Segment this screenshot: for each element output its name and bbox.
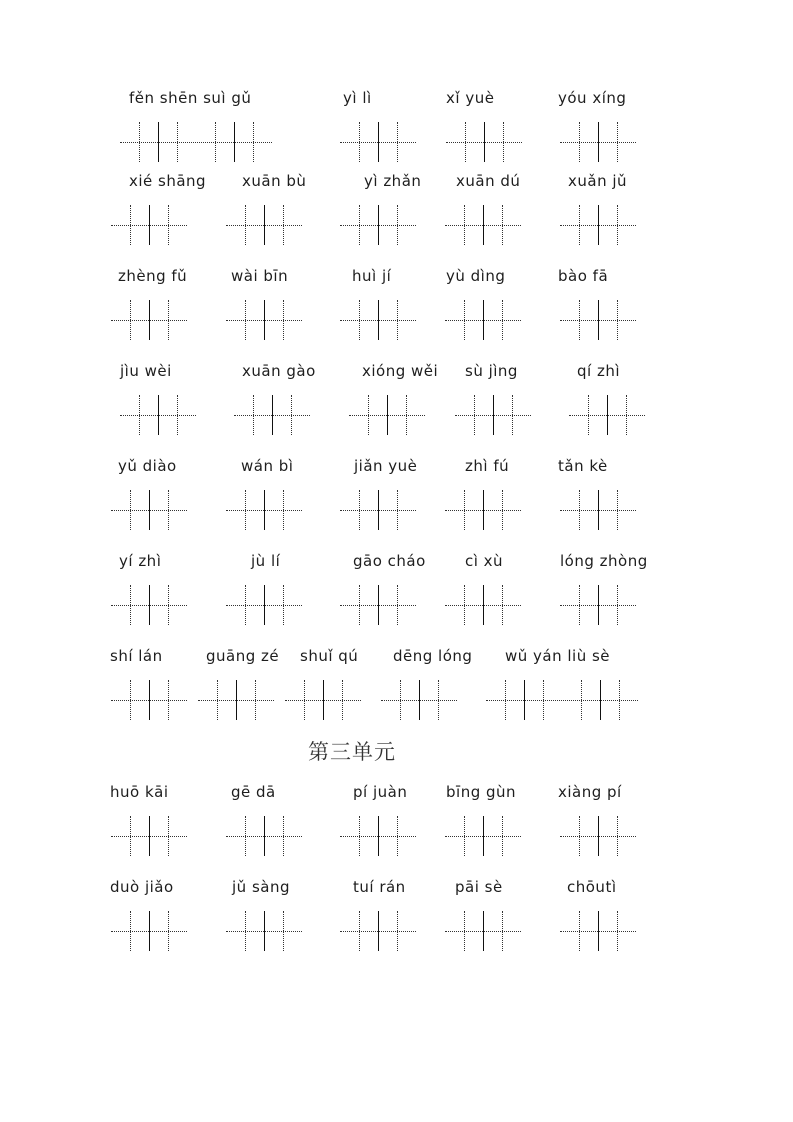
writing-grid[interactable] <box>445 585 521 627</box>
pinyin-label: qí zhì <box>577 362 621 380</box>
writing-grid[interactable] <box>569 395 645 437</box>
pinyin-label: xié shāng <box>129 172 207 190</box>
unit-heading: 第三单元 <box>308 740 396 764</box>
grid-guide-line <box>579 911 580 951</box>
grid-guide-line <box>397 490 398 530</box>
grid-guide-line <box>130 585 131 625</box>
grid-guide-line <box>253 122 254 162</box>
grid-guide-line <box>359 205 360 245</box>
grid-center-line <box>598 816 599 856</box>
writing-grid[interactable] <box>340 490 416 532</box>
pinyin-label: yóu xíng <box>558 89 627 107</box>
grid-guide-line <box>617 122 618 162</box>
grid-guide-line <box>291 395 292 435</box>
writing-grid[interactable] <box>340 816 416 858</box>
pinyin-label: zhì fú <box>465 457 510 475</box>
grid-center-line <box>598 585 599 625</box>
pinyin-label: sù jìng <box>465 362 518 380</box>
writing-grid[interactable] <box>111 585 187 627</box>
pinyin-label: bào fā <box>558 267 609 285</box>
grid-guide-line <box>581 680 582 720</box>
grid-guide-line <box>579 585 580 625</box>
grid-guide-line <box>617 490 618 530</box>
pinyin-label: jù lí <box>251 552 281 570</box>
grid-center-line <box>378 911 379 951</box>
grid-center-line <box>378 300 379 340</box>
grid-guide-line <box>130 205 131 245</box>
writing-grid[interactable] <box>560 585 636 627</box>
pinyin-label: guāng zé <box>206 647 280 665</box>
grid-center-line <box>607 395 608 435</box>
grid-guide-line <box>502 816 503 856</box>
writing-grid[interactable] <box>120 122 272 164</box>
grid-guide-line <box>168 490 169 530</box>
pinyin-label: tuí rán <box>353 878 406 896</box>
grid-guide-line <box>283 816 284 856</box>
grid-guide-line <box>245 300 246 340</box>
writing-grid[interactable] <box>340 300 416 342</box>
grid-guide-line <box>617 911 618 951</box>
grid-guide-line <box>245 205 246 245</box>
pinyin-label: pí juàn <box>353 783 408 801</box>
pinyin-row <box>0 877 793 967</box>
grid-center-line <box>234 122 235 162</box>
pinyin-label: yù dìng <box>446 267 506 285</box>
writing-grid[interactable] <box>234 395 310 437</box>
grid-center-line <box>378 205 379 245</box>
grid-guide-line <box>579 205 580 245</box>
grid-center-line <box>483 816 484 856</box>
grid-guide-line <box>579 122 580 162</box>
grid-center-line <box>483 585 484 625</box>
pinyin-label: shuǐ qú <box>300 647 359 665</box>
grid-guide-line <box>304 680 305 720</box>
writing-grid[interactable] <box>340 585 416 627</box>
pinyin-label: lóng zhòng <box>560 552 648 570</box>
pinyin-row <box>0 551 793 641</box>
pinyin-label: dēng lóng <box>393 647 473 665</box>
pinyin-label: gāo cháo <box>353 552 426 570</box>
grid-center-line <box>264 816 265 856</box>
pinyin-row <box>0 266 793 356</box>
grid-center-line <box>598 205 599 245</box>
writing-grid[interactable] <box>111 300 187 342</box>
pinyin-label: xuǎn jǔ <box>568 172 628 190</box>
grid-guide-line <box>177 122 178 162</box>
grid-guide-line <box>505 680 506 720</box>
pinyin-label: xuān bù <box>242 172 307 190</box>
grid-center-line <box>483 490 484 530</box>
grid-center-line <box>158 395 159 435</box>
grid-guide-line <box>464 585 465 625</box>
grid-guide-line <box>464 300 465 340</box>
grid-guide-line <box>397 911 398 951</box>
grid-center-line <box>483 300 484 340</box>
writing-grid[interactable] <box>111 911 187 953</box>
grid-guide-line <box>130 680 131 720</box>
pinyin-label: cì xù <box>465 552 504 570</box>
pinyin-label: xiàng pí <box>558 783 622 801</box>
grid-guide-line <box>168 816 169 856</box>
writing-grid[interactable] <box>226 911 302 953</box>
grid-center-line <box>483 205 484 245</box>
grid-guide-line <box>464 205 465 245</box>
grid-guide-line <box>438 680 439 720</box>
grid-guide-line <box>588 395 589 435</box>
grid-guide-line <box>245 490 246 530</box>
writing-grid[interactable] <box>445 911 521 953</box>
grid-center-line <box>598 300 599 340</box>
writing-grid[interactable] <box>226 300 302 342</box>
pinyin-label: yì zhǎn <box>364 172 422 190</box>
grid-guide-line <box>619 680 620 720</box>
grid-guide-line <box>168 585 169 625</box>
grid-guide-line <box>130 300 131 340</box>
grid-center-line <box>378 490 379 530</box>
grid-guide-line <box>359 300 360 340</box>
pinyin-label: xuān gào <box>242 362 316 380</box>
grid-guide-line <box>168 680 169 720</box>
pinyin-row <box>0 171 793 261</box>
pinyin-label: pāi sè <box>455 878 503 896</box>
pinyin-label: shí lán <box>110 647 163 665</box>
grid-center-line <box>149 911 150 951</box>
grid-guide-line <box>464 490 465 530</box>
grid-guide-line <box>617 585 618 625</box>
grid-guide-line <box>245 585 246 625</box>
grid-center-line <box>264 490 265 530</box>
grid-guide-line <box>406 395 407 435</box>
writing-grid[interactable] <box>560 816 636 858</box>
pinyin-label: wài bīn <box>231 267 289 285</box>
grid-guide-line <box>397 122 398 162</box>
grid-guide-line <box>512 395 513 435</box>
grid-center-line <box>598 911 599 951</box>
grid-guide-line <box>342 680 343 720</box>
writing-grid[interactable] <box>285 680 361 722</box>
grid-center-line <box>524 680 525 720</box>
grid-guide-line <box>579 300 580 340</box>
grid-center-line <box>272 395 273 435</box>
pinyin-label: xuān dú <box>456 172 521 190</box>
grid-guide-line <box>464 816 465 856</box>
grid-center-line <box>264 205 265 245</box>
pinyin-label: yǔ diào <box>118 457 177 475</box>
writing-grid[interactable] <box>226 205 302 247</box>
grid-guide-line <box>503 122 504 162</box>
writing-grid[interactable] <box>111 816 187 858</box>
grid-guide-line <box>400 680 401 720</box>
writing-grid[interactable] <box>120 395 196 437</box>
grid-guide-line <box>359 585 360 625</box>
grid-guide-line <box>139 395 140 435</box>
writing-grid[interactable] <box>486 680 638 722</box>
pinyin-label: huō kāi <box>110 783 169 801</box>
pinyin-label: huì jí <box>352 267 392 285</box>
pinyin-label: tǎn kè <box>558 457 608 475</box>
grid-guide-line <box>465 122 466 162</box>
grid-center-line <box>264 300 265 340</box>
grid-center-line <box>483 911 484 951</box>
grid-guide-line <box>397 816 398 856</box>
pinyin-label: jìu wèi <box>120 362 172 380</box>
writing-grid[interactable] <box>340 911 416 953</box>
grid-guide-line <box>502 585 503 625</box>
pinyin-row <box>0 88 793 178</box>
grid-guide-line <box>130 911 131 951</box>
writing-grid[interactable] <box>560 300 636 342</box>
writing-grid[interactable] <box>445 205 521 247</box>
grid-center-line <box>378 585 379 625</box>
grid-guide-line <box>283 490 284 530</box>
pinyin-label: yì lì <box>343 89 372 107</box>
grid-guide-line <box>245 911 246 951</box>
writing-grid[interactable] <box>340 122 416 164</box>
writing-grid[interactable] <box>455 395 531 437</box>
grid-guide-line <box>617 816 618 856</box>
grid-guide-line <box>486 700 638 701</box>
grid-guide-line <box>217 680 218 720</box>
grid-guide-line <box>283 911 284 951</box>
pinyin-label: xióng wěi <box>362 362 439 380</box>
grid-guide-line <box>177 395 178 435</box>
grid-center-line <box>264 585 265 625</box>
writing-grid[interactable] <box>560 490 636 532</box>
grid-center-line <box>236 680 237 720</box>
grid-center-line <box>378 816 379 856</box>
grid-guide-line <box>579 816 580 856</box>
writing-grid[interactable] <box>560 911 636 953</box>
grid-guide-line <box>397 300 398 340</box>
grid-guide-line <box>579 490 580 530</box>
grid-center-line <box>598 490 599 530</box>
grid-guide-line <box>397 585 398 625</box>
grid-center-line <box>598 122 599 162</box>
grid-guide-line <box>253 395 254 435</box>
grid-guide-line <box>359 911 360 951</box>
grid-center-line <box>493 395 494 435</box>
grid-guide-line <box>139 122 140 162</box>
pinyin-label: zhèng fǔ <box>118 267 188 285</box>
grid-guide-line <box>283 585 284 625</box>
writing-grid[interactable] <box>381 680 457 722</box>
writing-grid[interactable] <box>111 490 187 532</box>
grid-guide-line <box>617 300 618 340</box>
grid-guide-line <box>626 395 627 435</box>
pinyin-label: xǐ yuè <box>446 89 495 107</box>
grid-guide-line <box>168 300 169 340</box>
pinyin-label: bīng gùn <box>446 783 517 801</box>
pinyin-label: fěn shēn suì gǔ <box>129 89 252 107</box>
grid-center-line <box>149 680 150 720</box>
pinyin-label: chōutì <box>567 878 617 896</box>
grid-center-line <box>158 122 159 162</box>
grid-center-line <box>149 300 150 340</box>
grid-guide-line <box>474 395 475 435</box>
grid-guide-line <box>359 490 360 530</box>
pinyin-label: duò jiǎo <box>110 878 174 896</box>
grid-guide-line <box>359 816 360 856</box>
grid-center-line <box>378 122 379 162</box>
grid-guide-line <box>397 205 398 245</box>
grid-center-line <box>149 816 150 856</box>
grid-guide-line <box>359 122 360 162</box>
grid-center-line <box>149 205 150 245</box>
grid-center-line <box>264 911 265 951</box>
grid-guide-line <box>283 205 284 245</box>
grid-guide-line <box>502 490 503 530</box>
pinyin-label: jǔ sàng <box>232 878 290 896</box>
grid-guide-line <box>130 816 131 856</box>
writing-grid[interactable] <box>340 205 416 247</box>
grid-center-line <box>323 680 324 720</box>
writing-grid[interactable] <box>446 122 522 164</box>
grid-guide-line <box>502 911 503 951</box>
grid-guide-line <box>215 122 216 162</box>
pinyin-label: wán bì <box>241 457 294 475</box>
grid-guide-line <box>464 911 465 951</box>
writing-grid[interactable] <box>226 816 302 858</box>
grid-guide-line <box>255 680 256 720</box>
writing-grid[interactable] <box>111 205 187 247</box>
grid-center-line <box>419 680 420 720</box>
grid-guide-line <box>502 300 503 340</box>
pinyin-row <box>0 456 793 546</box>
grid-center-line <box>600 680 601 720</box>
pinyin-label: gē dā <box>231 783 276 801</box>
writing-grid[interactable] <box>445 490 521 532</box>
writing-grid[interactable] <box>198 680 274 722</box>
pinyin-row <box>0 646 793 736</box>
writing-grid[interactable] <box>349 395 425 437</box>
grid-guide-line <box>120 142 272 143</box>
grid-center-line <box>484 122 485 162</box>
pinyin-row <box>0 361 793 451</box>
pinyin-label: wǔ yán liù sè <box>505 647 611 665</box>
writing-grid[interactable] <box>226 490 302 532</box>
writing-grid[interactable] <box>560 122 636 164</box>
grid-guide-line <box>168 911 169 951</box>
grid-center-line <box>149 490 150 530</box>
pinyin-label: jiǎn yuè <box>354 457 418 475</box>
writing-grid[interactable] <box>226 585 302 627</box>
grid-guide-line <box>168 205 169 245</box>
writing-grid[interactable] <box>445 816 521 858</box>
grid-center-line <box>149 585 150 625</box>
pinyin-row <box>0 782 793 872</box>
writing-grid[interactable] <box>445 300 521 342</box>
grid-guide-line <box>543 680 544 720</box>
grid-guide-line <box>617 205 618 245</box>
writing-grid[interactable] <box>111 680 187 722</box>
writing-grid[interactable] <box>560 205 636 247</box>
grid-guide-line <box>245 816 246 856</box>
pinyin-label: yí zhì <box>119 552 162 570</box>
grid-guide-line <box>130 490 131 530</box>
grid-guide-line <box>368 395 369 435</box>
grid-center-line <box>387 395 388 435</box>
grid-guide-line <box>502 205 503 245</box>
grid-guide-line <box>283 300 284 340</box>
